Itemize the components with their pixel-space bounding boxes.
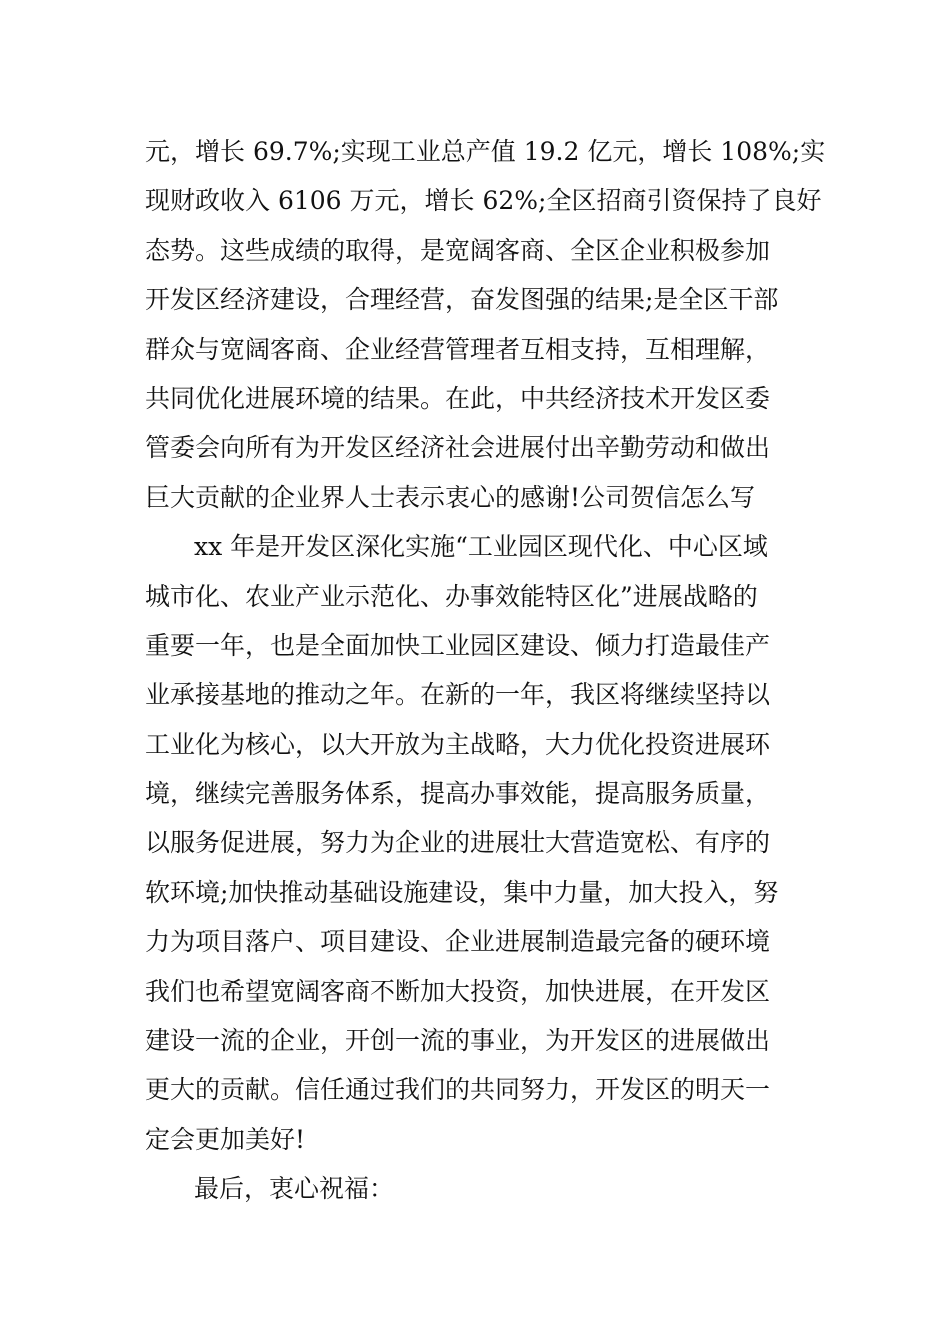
text-line-first: xx 年是开发区深化实施“工业园区现代化、中心区域 bbox=[194, 532, 768, 562]
text-line: 群众与宽阔客商、企业经营管理者互相支持，互相理解， bbox=[145, 334, 771, 364]
paragraph-2 bbox=[145, 522, 810, 1164]
text-line: 建设一流的企业，开创一流的事业，为开发区的进展做出 bbox=[145, 1026, 771, 1056]
text-line: 管委会向所有为开发区经济社会进展付出辛勤劳动和做出 bbox=[145, 433, 771, 463]
text-line: 更大的贡献。信任通过我们的共同努力，开发区的明天一 bbox=[145, 1075, 771, 1105]
text-line: 力为项目落户、项目建设、企业进展制造最完备的硬环境 bbox=[145, 927, 771, 957]
text-line: 以服务促进展，努力为企业的进展壮大营造宽松、有序的 bbox=[145, 828, 771, 858]
text-line: 业承接基地的推动之年。在新的一年，我区将继续坚持以 bbox=[145, 680, 771, 710]
paragraph-1 bbox=[145, 127, 826, 522]
text-line: 城市化、农业产业示范化、办事效能特区化”进展战略的 bbox=[145, 581, 758, 611]
text-line: 现财政收入 6106 万元，增长 62%;全区招商引资保持了良好 bbox=[145, 186, 822, 216]
text-line: 定会更加美好! bbox=[145, 1124, 306, 1154]
text-line: 态势。这些成绩的取得，是宽阔客商、全区企业积极参加 bbox=[145, 235, 771, 265]
text-line: 境，继续完善服务体系，提高办事效能，提高服务质量， bbox=[145, 779, 771, 809]
text-line: 共同优化进展环境的结果。在此，中共经济技术开发区委 bbox=[145, 383, 771, 413]
text-line: 元，增长 69.7%;实现工业总产值 19.2 亿元，增长 108%;实 bbox=[145, 137, 826, 166]
text-line: 巨大贡献的企业界人士表示衷心的感谢!公司贺信怎么写 bbox=[145, 482, 756, 512]
text-line: 重要一年，也是全面加快工业园区建设、倾力打造最佳产 bbox=[145, 630, 771, 660]
text-line: 软环境;加快推动基础设施建设，集中力量，加大投入，努 bbox=[145, 877, 779, 907]
paragraph-3 bbox=[145, 1164, 810, 1213]
text-line: 工业化为核心，以大开放为主战略，大力优化投资进展环 bbox=[145, 729, 771, 759]
text-line: 我们也希望宽阔客商不断加大投资，加快进展，在开发区 bbox=[145, 976, 771, 1006]
document-body bbox=[145, 127, 826, 1214]
closing-line: 最后，衷心祝福： bbox=[194, 1174, 395, 1204]
text-line: 开发区经济建设，合理经营，奋发图强的结果;是全区干部 bbox=[145, 285, 779, 315]
